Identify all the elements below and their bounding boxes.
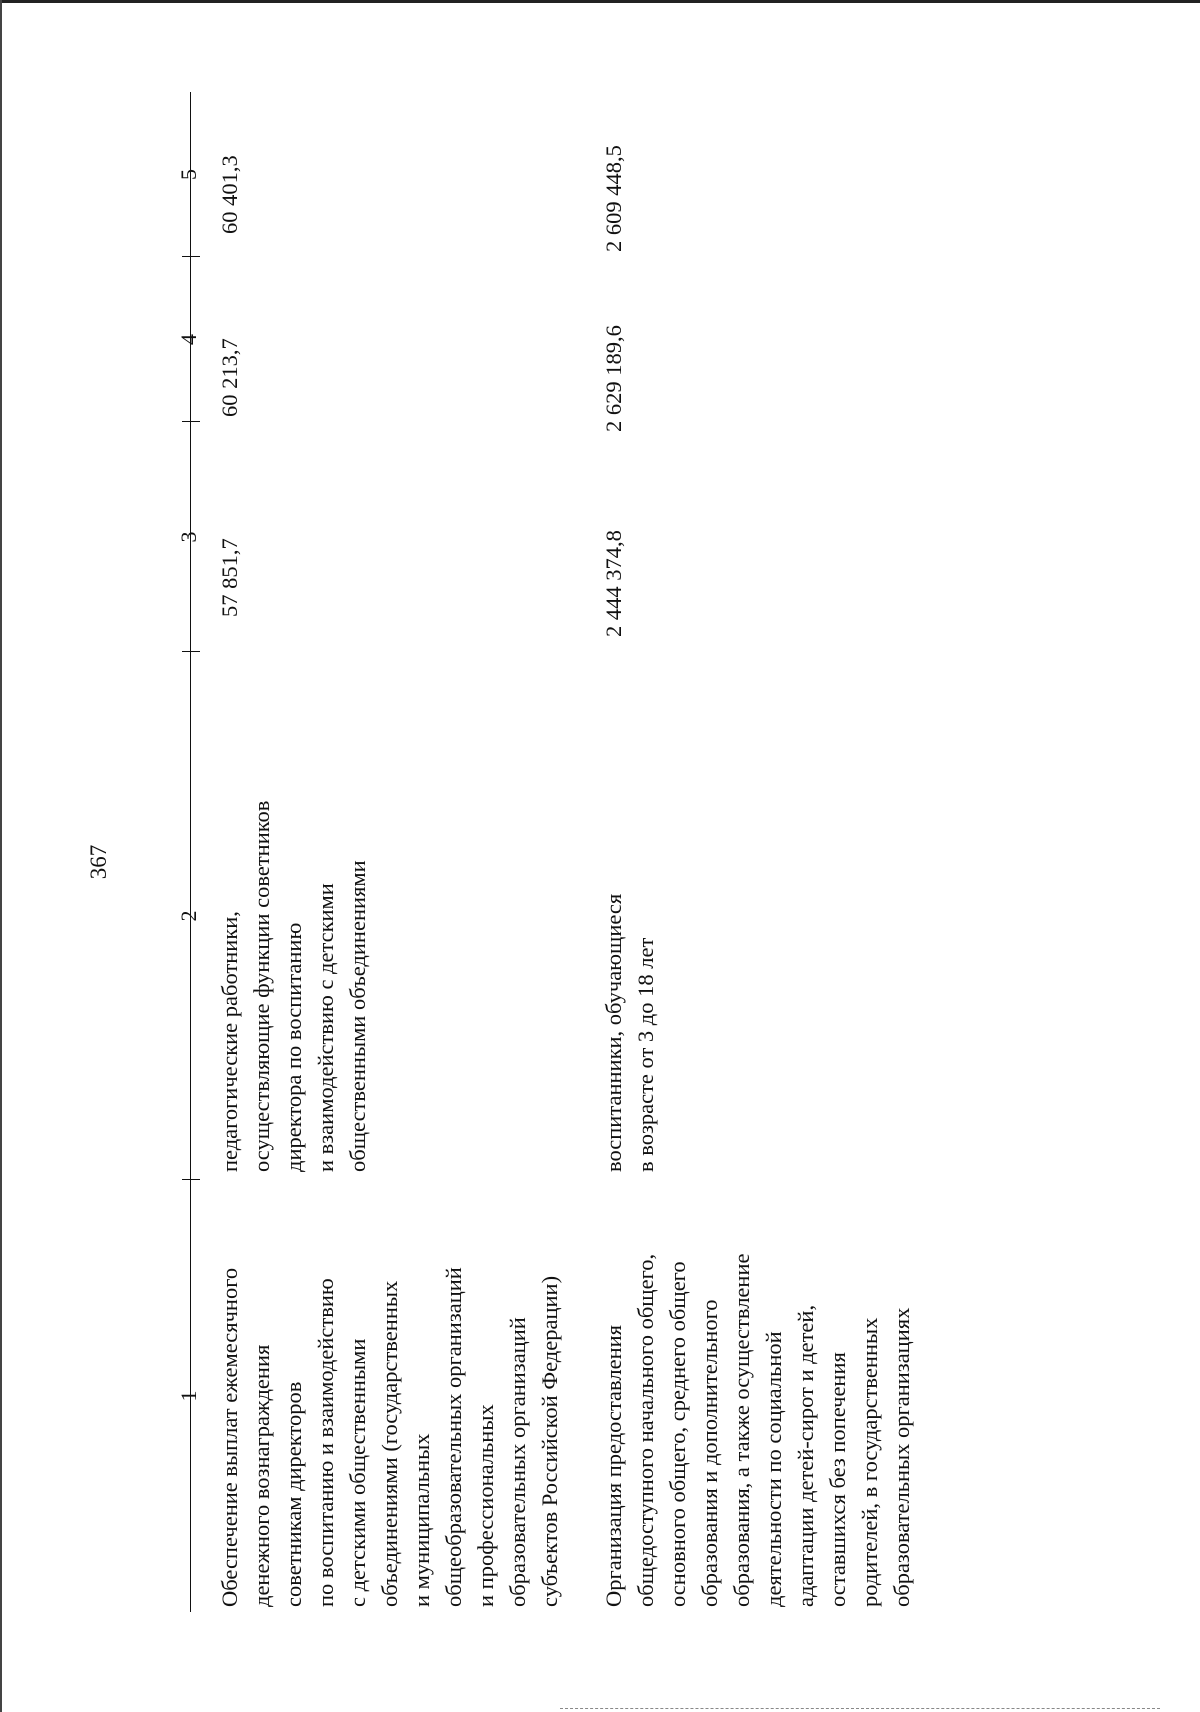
text-line: общеобразовательных организаций (441, 1267, 466, 1607)
text-line: адаптации детей-сирот и детей, (793, 1304, 818, 1607)
row-recipients (598, 894, 662, 1172)
row-description (214, 1267, 566, 1607)
row-value-3: 2 444 374,8 (601, 530, 626, 637)
row-value-5: 2 609 448,5 (601, 145, 626, 252)
column-header-2: 2 (176, 910, 201, 922)
text-line: денежного вознаграждения (249, 1344, 274, 1607)
row-value-3: 57 851,7 (217, 538, 242, 617)
scan-edge-left (0, 0, 2, 1712)
text-line: с детскими общественными (345, 1338, 370, 1607)
text-line: деятельности по социальной (761, 1331, 786, 1607)
text-line: в возрасте от 3 до 18 лет (633, 937, 658, 1172)
row-value-5: 60 401,3 (217, 155, 242, 234)
text-line: оставшихся без попечения (825, 1352, 850, 1607)
text-line: Обеспечение выплат ежемесячного (217, 1267, 242, 1607)
row-description (598, 1254, 918, 1608)
text-line: педагогические работники, (217, 911, 242, 1172)
row-value-4: 2 629 189,6 (601, 325, 626, 432)
text-line: образования и дополнительного (697, 1299, 722, 1607)
text-line: и взаимодействию с детскими (313, 883, 338, 1172)
text-line: образовательных организаций (505, 1317, 530, 1607)
text-line: общедоступного начального общего, (633, 1253, 658, 1607)
column-header-4: 4 (176, 334, 201, 345)
column-header-1: 1 (176, 1390, 201, 1402)
column-header-3: 3 (176, 531, 201, 543)
text-line: образовательных организациях (889, 1307, 914, 1607)
text-line: образования, а также осуществление (729, 1253, 754, 1607)
text-line: субъектов Российской Федерации) (537, 1275, 562, 1607)
rotated-page (86, 92, 960, 1612)
text-line: Организация предоставления (601, 1324, 626, 1607)
page-number: 367 (86, 844, 111, 880)
text-line: основного общего, среднего общего (665, 1261, 690, 1607)
row-value-4: 60 213,7 (217, 338, 242, 417)
text-line: родителей, в государственных (857, 1317, 882, 1607)
text-line: советникам директоров (281, 1381, 306, 1607)
row-recipients (214, 801, 374, 1172)
text-line: общественными объединениями (345, 860, 370, 1172)
text-line: директора по воспитанию (281, 922, 306, 1172)
text-line: и муниципальных (409, 1433, 434, 1607)
scan-edge-bottom (560, 1708, 1160, 1710)
text-line: осуществляющие функции советников (249, 800, 274, 1172)
scan-edge-top (0, 0, 1200, 3)
text-line: по воспитанию и взаимодействию (313, 1278, 338, 1607)
text-line: воспитанники, обучающиеся (601, 893, 626, 1172)
text-line: и профессиональных (473, 1404, 498, 1607)
column-header-5: 5 (176, 169, 201, 180)
text-line: объединениями (государственных (377, 1280, 402, 1607)
